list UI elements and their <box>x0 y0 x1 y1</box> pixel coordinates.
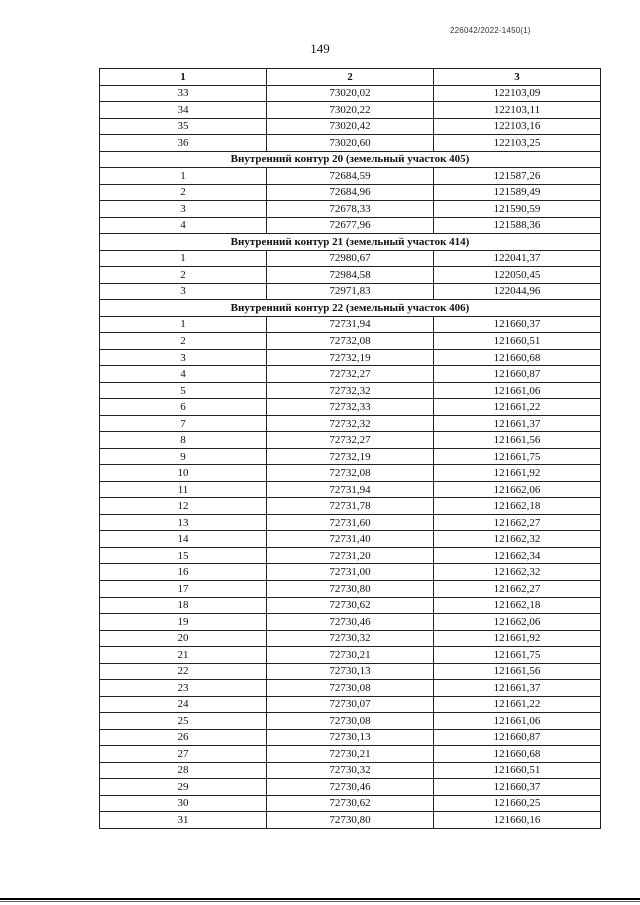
table-row <box>100 729 601 746</box>
x-coordinate-cell: 72730,21 <box>267 647 434 664</box>
table-row <box>100 85 601 102</box>
table-row <box>100 580 601 597</box>
y-coordinate-cell: 121661,75 <box>434 647 601 664</box>
document-number: 226042/2022-1450(1) <box>450 26 531 35</box>
y-coordinate-cell: 121662,34 <box>434 547 601 564</box>
point-number-cell: 4 <box>100 217 267 234</box>
table-row <box>100 184 601 201</box>
point-number-cell: 6 <box>100 399 267 416</box>
table-row <box>100 630 601 647</box>
point-number-cell: 24 <box>100 696 267 713</box>
table-row <box>100 531 601 548</box>
table-row <box>100 746 601 763</box>
table-row <box>100 250 601 267</box>
y-coordinate-cell: 121661,22 <box>434 399 601 416</box>
x-coordinate-cell: 73020,60 <box>267 135 434 152</box>
y-coordinate-cell: 121661,37 <box>434 680 601 697</box>
y-coordinate-cell: 121660,51 <box>434 762 601 779</box>
y-coordinate-cell: 121661,06 <box>434 713 601 730</box>
column-header-number: 1 <box>100 69 267 86</box>
y-coordinate-cell: 122041,37 <box>434 250 601 267</box>
table-row <box>100 448 601 465</box>
table-row <box>100 663 601 680</box>
y-coordinate-cell: 122103,11 <box>434 102 601 119</box>
point-number-cell: 18 <box>100 597 267 614</box>
footer-divider-thin <box>0 901 640 902</box>
x-coordinate-cell: 72731,94 <box>267 481 434 498</box>
table-row <box>100 465 601 482</box>
x-coordinate-cell: 72730,21 <box>267 746 434 763</box>
point-number-cell: 2 <box>100 333 267 350</box>
x-coordinate-cell: 72732,08 <box>267 333 434 350</box>
table-row <box>100 217 601 234</box>
footer-divider <box>0 898 640 900</box>
point-number-cell: 10 <box>100 465 267 482</box>
x-coordinate-cell: 72984,58 <box>267 267 434 284</box>
table-row <box>100 614 601 631</box>
table-row <box>100 779 601 796</box>
y-coordinate-cell: 121661,37 <box>434 415 601 432</box>
table-row <box>100 597 601 614</box>
y-coordinate-cell: 121662,18 <box>434 597 601 614</box>
y-coordinate-cell: 122103,16 <box>434 118 601 135</box>
y-coordinate-cell: 121661,92 <box>434 465 601 482</box>
y-coordinate-cell: 121590,59 <box>434 201 601 218</box>
point-number-cell: 1 <box>100 250 267 267</box>
x-coordinate-cell: 72732,32 <box>267 415 434 432</box>
x-coordinate-cell: 72730,32 <box>267 630 434 647</box>
x-coordinate-cell: 72730,13 <box>267 729 434 746</box>
table-row <box>100 135 601 152</box>
point-number-cell: 27 <box>100 746 267 763</box>
x-coordinate-cell: 72971,83 <box>267 283 434 300</box>
table-row <box>100 812 601 829</box>
point-number-cell: 11 <box>100 481 267 498</box>
y-coordinate-cell: 121662,06 <box>434 614 601 631</box>
table-row <box>100 382 601 399</box>
x-coordinate-cell: 72731,20 <box>267 547 434 564</box>
y-coordinate-cell: 121661,92 <box>434 630 601 647</box>
x-coordinate-cell: 72732,27 <box>267 432 434 449</box>
x-coordinate-cell: 72732,27 <box>267 366 434 383</box>
x-coordinate-cell: 73020,02 <box>267 85 434 102</box>
table-row <box>100 564 601 581</box>
point-number-cell: 34 <box>100 102 267 119</box>
y-coordinate-cell: 121662,27 <box>434 514 601 531</box>
y-coordinate-cell: 121588,36 <box>434 217 601 234</box>
table-row <box>100 366 601 383</box>
y-coordinate-cell: 121661,75 <box>434 448 601 465</box>
table-header-row <box>100 69 601 86</box>
table-row <box>100 647 601 664</box>
x-coordinate-cell: 72730,32 <box>267 762 434 779</box>
section-header-row <box>100 300 601 317</box>
point-number-cell: 14 <box>100 531 267 548</box>
point-number-cell: 35 <box>100 118 267 135</box>
table-row <box>100 349 601 366</box>
point-number-cell: 29 <box>100 779 267 796</box>
y-coordinate-cell: 122103,25 <box>434 135 601 152</box>
x-coordinate-cell: 72732,08 <box>267 465 434 482</box>
y-coordinate-cell: 121660,68 <box>434 746 601 763</box>
point-number-cell: 23 <box>100 680 267 697</box>
table-row <box>100 481 601 498</box>
x-coordinate-cell: 72732,33 <box>267 399 434 416</box>
point-number-cell: 2 <box>100 267 267 284</box>
x-coordinate-cell: 72730,62 <box>267 597 434 614</box>
x-coordinate-cell: 72732,32 <box>267 382 434 399</box>
x-coordinate-cell: 72730,46 <box>267 614 434 631</box>
x-coordinate-cell: 72732,19 <box>267 448 434 465</box>
x-coordinate-cell: 72732,19 <box>267 349 434 366</box>
section-title: Внутренний контур 20 (земельный участок 405) <box>100 151 601 168</box>
point-number-cell: 16 <box>100 564 267 581</box>
x-coordinate-cell: 72677,96 <box>267 217 434 234</box>
x-coordinate-cell: 72730,46 <box>267 779 434 796</box>
table-row <box>100 118 601 135</box>
y-coordinate-cell: 122103,09 <box>434 85 601 102</box>
point-number-cell: 17 <box>100 580 267 597</box>
x-coordinate-cell: 72731,94 <box>267 316 434 333</box>
point-number-cell: 33 <box>100 85 267 102</box>
point-number-cell: 5 <box>100 382 267 399</box>
point-number-cell: 3 <box>100 283 267 300</box>
table-row <box>100 713 601 730</box>
point-number-cell: 9 <box>100 448 267 465</box>
x-coordinate-cell: 72731,00 <box>267 564 434 581</box>
x-coordinate-cell: 72730,08 <box>267 680 434 697</box>
y-coordinate-cell: 121662,32 <box>434 531 601 548</box>
y-coordinate-cell: 121662,27 <box>434 580 601 597</box>
point-number-cell: 28 <box>100 762 267 779</box>
y-coordinate-cell: 121660,37 <box>434 779 601 796</box>
table-row <box>100 795 601 812</box>
y-coordinate-cell: 121660,87 <box>434 366 601 383</box>
point-number-cell: 7 <box>100 415 267 432</box>
point-number-cell: 12 <box>100 498 267 515</box>
y-coordinate-cell: 121587,26 <box>434 168 601 185</box>
point-number-cell: 8 <box>100 432 267 449</box>
y-coordinate-cell: 121662,06 <box>434 481 601 498</box>
point-number-cell: 36 <box>100 135 267 152</box>
point-number-cell: 20 <box>100 630 267 647</box>
y-coordinate-cell: 121661,06 <box>434 382 601 399</box>
y-coordinate-cell: 121660,68 <box>434 349 601 366</box>
point-number-cell: 1 <box>100 168 267 185</box>
point-number-cell: 25 <box>100 713 267 730</box>
point-number-cell: 3 <box>100 201 267 218</box>
x-coordinate-cell: 73020,42 <box>267 118 434 135</box>
x-coordinate-cell: 72730,62 <box>267 795 434 812</box>
x-coordinate-cell: 72730,07 <box>267 696 434 713</box>
table-row <box>100 399 601 416</box>
x-coordinate-cell: 72678,33 <box>267 201 434 218</box>
y-coordinate-cell: 121662,18 <box>434 498 601 515</box>
table-row <box>100 696 601 713</box>
point-number-cell: 22 <box>100 663 267 680</box>
y-coordinate-cell: 122044,96 <box>434 283 601 300</box>
point-number-cell: 2 <box>100 184 267 201</box>
table-row <box>100 415 601 432</box>
y-coordinate-cell: 121661,56 <box>434 663 601 680</box>
table-row <box>100 547 601 564</box>
table-row <box>100 283 601 300</box>
page-number: 149 <box>310 41 330 56</box>
y-coordinate-cell: 121660,37 <box>434 316 601 333</box>
point-number-cell: 15 <box>100 547 267 564</box>
point-number-cell: 30 <box>100 795 267 812</box>
section-header-row <box>100 151 601 168</box>
x-coordinate-cell: 73020,22 <box>267 102 434 119</box>
column-header-y: 3 <box>434 69 601 86</box>
y-coordinate-cell: 121589,49 <box>434 184 601 201</box>
y-coordinate-cell: 121660,25 <box>434 795 601 812</box>
x-coordinate-cell: 72731,60 <box>267 514 434 531</box>
table-row <box>100 514 601 531</box>
x-coordinate-cell: 72730,80 <box>267 580 434 597</box>
x-coordinate-cell: 72731,40 <box>267 531 434 548</box>
section-title: Внутренний контур 22 (земельный участок 406) <box>100 300 601 317</box>
point-number-cell: 19 <box>100 614 267 631</box>
y-coordinate-cell: 121661,56 <box>434 432 601 449</box>
table-row <box>100 267 601 284</box>
point-number-cell: 1 <box>100 316 267 333</box>
table-row <box>100 201 601 218</box>
coordinates-table <box>99 68 601 829</box>
y-coordinate-cell: 121662,32 <box>434 564 601 581</box>
section-title: Внутренний контур 21 (земельный участок 414) <box>100 234 601 251</box>
y-coordinate-cell: 121660,16 <box>434 812 601 829</box>
table-row <box>100 432 601 449</box>
x-coordinate-cell: 72730,13 <box>267 663 434 680</box>
point-number-cell: 31 <box>100 812 267 829</box>
table-row <box>100 762 601 779</box>
x-coordinate-cell: 72730,08 <box>267 713 434 730</box>
y-coordinate-cell: 121660,87 <box>434 729 601 746</box>
point-number-cell: 13 <box>100 514 267 531</box>
column-header-x: 2 <box>267 69 434 86</box>
point-number-cell: 4 <box>100 366 267 383</box>
table-row <box>100 680 601 697</box>
x-coordinate-cell: 72730,80 <box>267 812 434 829</box>
y-coordinate-cell: 122050,45 <box>434 267 601 284</box>
x-coordinate-cell: 72980,67 <box>267 250 434 267</box>
y-coordinate-cell: 121660,51 <box>434 333 601 350</box>
y-coordinate-cell: 121661,22 <box>434 696 601 713</box>
x-coordinate-cell: 72684,96 <box>267 184 434 201</box>
table-row <box>100 102 601 119</box>
point-number-cell: 3 <box>100 349 267 366</box>
table-row <box>100 498 601 515</box>
x-coordinate-cell: 72684,59 <box>267 168 434 185</box>
table-row <box>100 333 601 350</box>
table-row <box>100 316 601 333</box>
point-number-cell: 21 <box>100 647 267 664</box>
x-coordinate-cell: 72731,78 <box>267 498 434 515</box>
point-number-cell: 26 <box>100 729 267 746</box>
table-row <box>100 168 601 185</box>
section-header-row <box>100 234 601 251</box>
